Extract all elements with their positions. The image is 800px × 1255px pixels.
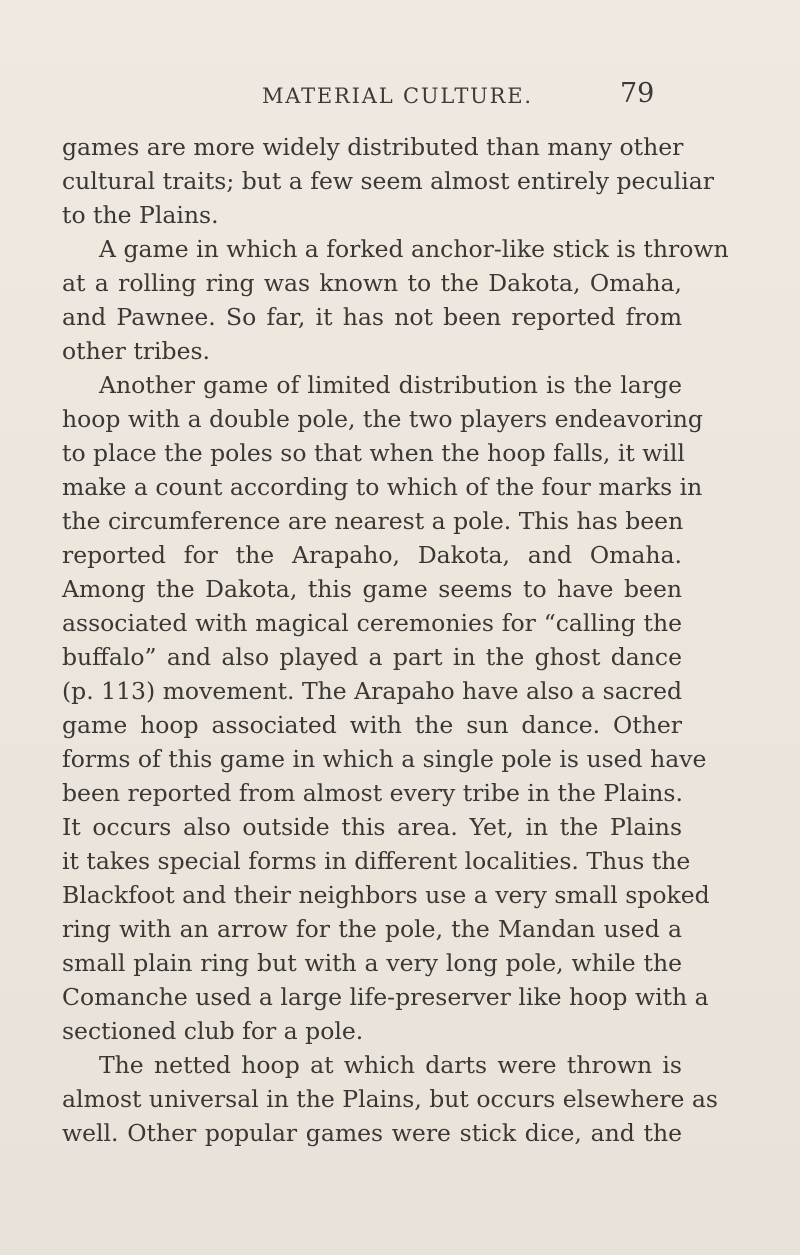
- text-line: forms of this game in which a single pole is used have: [62, 745, 707, 773]
- text-line: to the Plains.: [62, 201, 219, 229]
- text-line: to place the poles so that when the hoop falls, it will: [62, 439, 685, 467]
- text-line: A game in which a forked anchor-like stick is thrown: [99, 235, 729, 263]
- text-line: sectioned club for a pole.: [62, 1017, 364, 1045]
- text-line: and Pawnee. So far, it has not been reported from: [62, 303, 682, 331]
- page-number: 79: [620, 78, 655, 109]
- text-line: cultural traits; but a few seem almost entirely peculiar: [62, 167, 714, 195]
- text-line: associated with magical ceremonies for “calling the: [62, 609, 682, 637]
- text-line: It occurs also outside this area. Yet, in the Plains: [62, 813, 682, 841]
- text-line: buffalo” and also played a part in the ghost dance: [62, 643, 682, 671]
- text-line: almost universal in the Plains, but occurs elsewhere as: [62, 1085, 718, 1113]
- text-line: (p. 113) movement. The Arapaho have also a sacred: [62, 677, 683, 705]
- text-line: well. Other popular games were stick dice, and the: [62, 1119, 682, 1147]
- text-line: reported for the Arapaho, Dakota, and Omaha.: [62, 541, 682, 569]
- text-line: the circumference are nearest a pole. This has been: [62, 507, 684, 535]
- text-line: make a count according to which of the four marks in: [62, 473, 703, 501]
- text-line: it takes special forms in different localities. Thus the: [62, 847, 691, 875]
- text-line: been reported from almost every tribe in the Plains.: [62, 779, 683, 807]
- text-line: Blackfoot and their neighbors use a very small spoked: [62, 881, 710, 909]
- text-line: at a rolling ring was known to the Dakota, Omaha,: [62, 269, 682, 297]
- text-line: other tribes.: [62, 337, 211, 365]
- running-title: MATERIAL CULTURE.: [262, 84, 533, 108]
- text-line: small plain ring but with a very long pole, while the: [62, 949, 682, 977]
- text-line: games are more widely distributed than many other: [62, 133, 684, 161]
- text-line: ring with an arrow for the pole, the Mandan used a: [62, 915, 682, 943]
- text-line: Comanche used a large life-preserver like hoop with a: [62, 983, 709, 1011]
- text-line: game hoop associated with the sun dance. Other: [62, 711, 682, 739]
- text-line: hoop with a double pole, the two players endeavoring: [62, 405, 703, 433]
- running-head: [0, 80, 800, 110]
- text-line: The netted hoop at which darts were thrown is: [99, 1051, 682, 1079]
- text-line: Among the Dakota, this game seems to have been: [62, 575, 682, 603]
- text-line: Another game of limited distribution is the large: [99, 371, 682, 399]
